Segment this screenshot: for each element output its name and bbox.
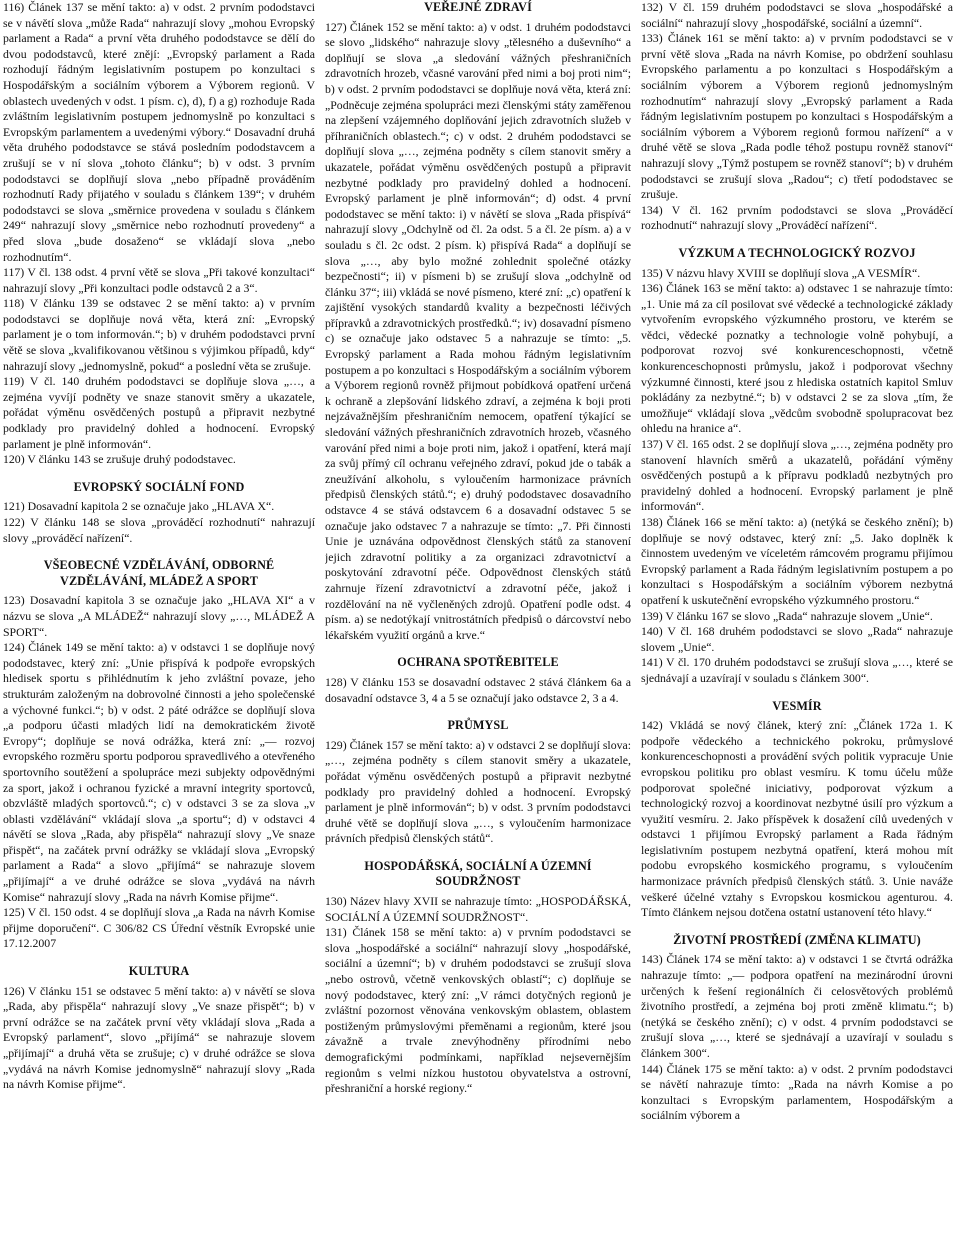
- paragraph: 137) V čl. 165 odst. 2 se doplňují slova „…, zejména podněty pro stanovení hlavních směrů a ukazatelů, pořádání výměny osvědčených postupů a k přípravu podkladů nezbytných pro pravidelný dohled a hodnocení. Evropský parlament je plně informován“.: [641, 437, 953, 514]
- paragraph: 133) Článek 161 se mění takto: a) v prvním pododstavci se v první větě slova „Rada na návrh Komise, po obdržení souhlasu Evropského parlamentu a po konzultaci s Hospodářským a sociálním výborem a Výborem regionů jednomyslným rozhodnutím“ nahrazují slovy „Evropský parlament a Rada řádným legislativním postupem po konzultaci s Hospodářským a sociálním výborem a Výborem regionů formou nařízení“ a v druhé větě se slova „Rada podle téhož postupu rovněž stanoví“ nahrazují slovy „Týmž postupem se rovněž stanoví“; b) v druhém pododstavci se zrušují slova „Radou“; c) třetí pododstavec se zrušuje.: [641, 31, 953, 202]
- paragraph: 135) V názvu hlavy XVIII se doplňují slova „A VESMÍR“.: [641, 265, 921, 280]
- paragraph: 130) Název hlavy XVII se nahrazuje tímto: „HOSPODÁŘSKÁ, SOCIÁLNÍ A ÚZEMNÍ SOUDRŽNOST“.: [325, 894, 631, 924]
- paragraph: 117) V čl. 138 odst. 4 první větě se slova „Při takové konzultaci“ nahrazují slovy „Při konzultaci podle odstavců 2 a 3“.: [3, 265, 315, 295]
- paragraph: 132) V čl. 159 druhém pododstavci se slova „hospodářské a sociální“ nahrazují slovy „hospodářské, sociální a územní“.: [641, 0, 953, 30]
- section-heading: OCHRANA SPOTŘEBITELE: [397, 655, 559, 670]
- paragraph: 126) V článku 151 se odstavec 5 mění takto: a) v návětí se slova „Rada, aby přispěla“ nahrazují slovy „Ve snaze přispět“; b) v první odrážce se na začátek první věty vkládají slova „Rada a Evropský parlament“, slovo „přijímá“ se nahrazuje slovem „přijímají“ a druhá věta se zrušuje; c) v druhé odrážce se slova „vydává na návrh Komise jednomyslně“ nahrazují slovy „Rada na návrh Komise přijme“.: [3, 983, 315, 1092]
- section-heading: HOSPODÁŘSKÁ, SOCIÁLNÍ A ÚZEMNÍ SOUDRŽNOST: [364, 858, 592, 889]
- column-right: [641, 0, 953, 1260]
- section-heading: VÝZKUM A TECHNOLOGICKÝ ROZVOJ: [678, 245, 916, 260]
- section-heading: ŽIVOTNÍ PROSTŘEDÍ (ZMĚNA KLIMATU): [673, 932, 921, 947]
- paragraph: 128) V článku 153 se dosavadní odstavec 2 stává článkem 6a a dosavadní odstavce 3, 4 a 5 se označují jako odstavce 2, 3 a 4.: [325, 674, 631, 705]
- paragraph: 118) V článku 139 se odstavec 2 se mění takto: a) v prvním pododstavci se doplňuje nová věta, která zní: „Evropský parlament je o tom informován.“; b) v druhém pododstavci první větě se slova „kvalifikovanou většinou s výjimkou případů, kdy“ nahrazují slovy „jednomyslně, pokud“ a poslední věta se zrušuje.: [3, 296, 315, 373]
- paragraph: 119) V čl. 140 druhém pododstavci se doplňuje slova „…, a zejména vyvíjí podněty ve snaze stanovit směry a ukazatele, pořádat výměnu osvědčených postupů a připravit nezbytné podklady pro pravidelný dohled a hodnocení. Evropský parlament je plně informován“.: [3, 374, 315, 451]
- paragraph: 141) V čl. 170 druhém pododstavci se zrušují slova „…, které se sjednávají a uzavírají v souladu s článkem 300“.: [641, 655, 953, 685]
- section-heading: VEŘEJNÉ ZDRAVÍ: [424, 0, 532, 14]
- paragraph: 138) Článek 166 se mění takto: a) (netýká se českého znění); b) doplňuje se nový odstavec, který zní: „5. Jako doplněk k činnostem uvedeným ve víceletém rámcovém programu přijímou Evropský parlament a Rada řádným legislativním postupem a po konzultaci s Hospodářským a sociálním výborem nezbytná opatření k uskutečnění evropského výzkumného prostoru.“: [641, 515, 953, 607]
- paragraph: 125) V čl. 150 odst. 4 se doplňují slova „a Rada na návrh Komise přijme doporučení“. C 306/82 CS Úřední věstník Evropské unie 17.12.2007: [3, 905, 315, 951]
- paragraph: 131) Článek 158 se mění takto: a) v prvním pododstavci se slova „hospodářské a sociální“ nahrazují slovy „hospodářské, sociální a územní“; b) v druhém pododstavci se zrušují slova „nebo ostrovů, včetně venkovských oblastí“; c) doplňuje se nový pododstavec, který zní: „V rámci dotyčných regionů je zvláštní pozornost věnována venkovským oblastem, oblastem postiženým průmyslovými přeměnami a regionům, které jsou závažně a trvale znevýhodněny přírodními nebo demografickými podmínkami, například nejsevernějším regionům s velmi nízkou hustotou obyvatelstva a ostrovní, přeshraniční a horské regiony.“: [325, 925, 631, 1096]
- paragraph: 139) V článku 167 se slovo „Rada“ nahrazuje slovem „Unie“.: [641, 608, 933, 623]
- paragraph: 129) Článek 157 se mění takto: a) v odstavci 2 se doplňují slova: „…, zejména podněty s cílem stanovit směry a ukazatele, pořádat výměnu osvědčených postupů a připravit nezbytné podklady pro pravidelný dohled a hodnocení. Evropský parlament je plně informován“; b) v odst. 3 prvním pododstavci druhé větě se doplňují slova „…, s vyloučením harmonizace právních předpisů členských států“.: [325, 737, 631, 846]
- paragraph: 127) Článek 152 se mění takto: a) v odst. 1 druhém pododstavci se slovo „lidského“ nahrazuje slovy „tělesného a duševního“ a doplňují se slova „a sledování vážných přeshraničních zdravotních hrozeb, včasné varování před nimi a boj proti nim“; b) v odst. 2 prvním pododstavci se doplňuje nová věta, která zní: „Podněcuje zejména spolupráci mezi členskými státy zaměřenou na zlepšení vzájemného doplňování jejich zdravotních služeb v příhraničních oblastech.“; c) v odst. 2 druhém pododstavci se doplňují slova „…, zejména podněty s cílem stanovit směry a ukazatele, pořádat výměnu osvědčených postupů a připravit nezbytné podklady pro pravidelný dohled a hodnocení. Evropský parlament je plně informován“; d) odst. 4 první pododstavec se mění takto: i) v návětí se slova „Rada přispívá“ nahrazují slovy „Odchylně od čl. 2a odst. 5 a čl. 2e písm. a) a v souladu s čl. 2c odst. 2 písm. k) přispívá Rada“ a doplňují se slova „…, aby bylo možné zohlednit společné otázky bezpečnosti“; ii) v písmeni b) se zrušují slova „odchylně od článku 37“; iii) vkládá se nové písmeno, které zní: „c) opatření k zajištění vysokých standardů kvality a bezpečnosti léčivých přípravků a zdravotnických prostředků.“; iv) dosavadní písmeno c) se označuje jako odstavec 5 a nahrazuje se tímto: „5. Evropský parlament a Rada mohou řádným legislativním postupem a po konzultaci s Hospodářským a sociálním výborem a Výborem regionů rovněž přijmout pobídková opatření určená k ochraně a zlepšování lidského zdraví, a zejména k boji proti nejzávažnějším přeshraničním nemocem, opatření týkající se sledování vážných přeshraničních zdravotních hrozeb, včasného varování před nimi a boje proti nim, jakož i opatření, která mají za svůj přímý cíl ochranu veřejného zdraví, pokud jde o tabák a zneužívání alkoholu, s vyloučením harmonizace právních předpisů členských států.“; e) druhý pododstavec dosavadního odstavce 4 se stává odstavcem 6 a dosavadní odstavec 5 se označuje jako odstavec 7 a nahrazuje se tímto: „7. Při činnosti Unie je uznávána odpovědnost členských států za stanovení jejich zdravotní politiky a za organizaci zdravotnictví a poskytování zdravotní péče. Odpovědnost členských států zahrnuje řízení zdravotnictví a zdravotní péče, jakož i rozdělování na ně vyčleněných zdrojů. Opatření podle odst. 4 písm. a) se nedotýkají vnitrostátních předpisů o dárcovství nebo lékařském využití orgánů a krve.“: [325, 19, 631, 642]
- paragraph: 122) V článku 148 se slova „prováděcí rozhodnutí“ nahrazují slovy „prováděcí nařízení“.: [3, 515, 315, 545]
- paragraph: 124) Článek 149 se mění takto: a) v odstavci 1 se doplňuje nový pododstavec, který zní: „Unie přispívá k podpoře evropských hledisek sportu s přihlédnutím k jeho zvláštní povaze, jeho strukturám založeným na dobrovolné činnosti a jeho společenské a výchovné funkci.“; b) v odst. 2 páté odrážce se doplňují slova „a podporu účasti mladých lidí na demokratickém životě Evropy“; doplňuje se nová odrážka, která zní: „— rozvoj evropského rozměru sportu podporou spravedlivého a otevřeného sportovního soutěžení a spolupráce mezi subjekty odpovědnými za sport, jakož i ochranou fyzické a mravní integrity sportovců, obzvláště mladých sportovců.“; c) v odstavci 3 se za slova „v oblasti vzdělávání“ vkládají slova „a sportu“; d) v odstavci 4 návětí se slova „Rada, aby přispěla“ nahrazují slovy „Ve snaze přispět“, na začátek první odrážky se vkládají slova „Evropský parlament a Rada“ a slovo „přijímá“ se nahrazuje slovem „přijímají“ a ve druhé odrážce se slova „vydává na návrh Komise“ nahrazují slovy „Rada na návrh Komise přijme“.: [3, 640, 315, 904]
- paragraph: 136) Článek 163 se mění takto: a) odstavec 1 se nahrazuje tímto: „1. Unie má za cíl posilovat své vědecké a technologické základy vytvořením evropského výzkumného prostoru, ve kterém se vědci, vědecké poznatky a technologie volně pohybují, a podporovat rozvoj své konkurenceschopnosti, včetně konkurenceschopnosti průmyslu, jakož i podporovat všechny výzkumné činnosti, které jsou z hlediska ostatních kapitol Smluv pokládány za nezbytné.“; b) v odstavci 2 se za slova „tím, že umožňuje“ vkládají slova „vědcům svobodně spolupracovat bez ohledu na hranice a“.: [641, 281, 953, 436]
- paragraph: 120) V článku 143 se zrušuje druhý pododstavec.: [3, 452, 236, 467]
- paragraph: 134) V čl. 162 prvním pododstavci se slova „Prováděcí rozhodnutí“ nahrazují slovy „Prováděcí nařízení“.: [641, 202, 953, 233]
- paragraph: 142) Vkládá se nový článek, který zní: „Článek 172a 1. K podpoře vědeckého a technického pokroku, průmyslové konkurenceschopnosti a provádění svých politik vypracuje Unie evropskou politiku pro oblast vesmíru. K tomu účelu může podporovat společné iniciativy, podporovat výzkum a technologický rozvoj a koordinovat nezbytné úsilí pro výzkum a využití vesmíru. 2. Jako příspěvek k dosažení cílů uvedených v odstavci 1 přijímou Evropský parlament a Rada řádným legislativním postupem nezbytná opatření, která mohou mít podobu evropského kosmického programu, s vyloučením harmonizace právních předpisů členských států. 3. Unie naváže veškeré účelné vztahy s Evropskou kosmickou agenturou. 4. Tímto článkem nejsou dotčena ostatní ustanovení této hlavy.“: [641, 718, 953, 920]
- column-left: [3, 0, 315, 1260]
- paragraph: 116) Článek 137 se mění takto: a) v odst. 2 prvním pododstavci se v návětí slova „může Rada“ nahrazují slovy „mohou Evropský parlament a Rada“ a první věta druhého pododstavce se dělí do dvou pododstavců, které znějí: „Evropský parlament a Rada rozhodují řádným legislativním postupem po konzultaci s Hospodářským a sociálním výborem a Výborem regionů. V oblastech uvedených v odst. 1 písm. c), d), f) a g) rozhoduje Rada zvláštním legislativním postupem jednomyslně po konzultaci s Evropským parlamentem a uvedenými výbory.“ Dosavadní druhá věta druhého pododstavce se stává posledním pododstavcem a zrušují se v ní slova „tohoto článku“; b) v odst. 3 prvním pododstavci se doplňují slova „nebo případně prováděním rozhodnutí Rady přijatého v souladu s článkem 139“; v druhém pododstavci se slova „směrnice provedena v souladu s článkem 249“ nahrazují slovy „směrnice nebo rozhodnutí provedeny“ a před slova „bude dosaženo“ se vkládají slova „nebo rozhodnutím“.: [3, 0, 315, 264]
- section-heading: VESMÍR: [772, 698, 822, 713]
- paragraph: 123) Dosavadní kapitola 3 se označuje jako „HLAVA XI“ a v názvu se slova „A MLÁDEŽ“ nahrazují slovy „…, MLÁDEŽ A SPORT“.: [3, 593, 315, 639]
- paragraph: 121) Dosavadní kapitola 2 se označuje jako „HLAVA X“.: [3, 499, 275, 514]
- paragraph: 140) V čl. 168 druhém pododstavci se slovo „Rada“ nahrazuje slovem „Unie“.: [641, 624, 953, 654]
- paragraph: 144) Článek 175 se mění takto: a) v odst. 2 prvním pododstavci se návětí nahrazuje tímto: „Rada na návrh Komise a po konzultaci s Evropským parlamentem, Hospodářským a sociálním výborem a: [641, 1061, 953, 1123]
- section-heading: EVROPSKÝ SOCIÁLNÍ FOND: [73, 479, 245, 494]
- paragraph: 143) Článek 174 se mění takto: a) v odstavci 1 se čtvrtá odrážka nahrazuje tímto: „— podpora opatření na mezinárodní úrovni určených k řešení regionálních či celosvětových problémů životního prostředí, a zejména boj proti změně klimatu.“; b) (netýká se českého znění); c) v odst. 4 prvním pododstavci se zrušují slova „…, které se sjednávají a uzavírají v souladu s článkem 300“.: [641, 952, 953, 1060]
- section-heading: PRŮMYSL: [447, 718, 509, 733]
- column-middle: [325, 0, 631, 1260]
- section-heading: VŠEOBECNÉ VZDĚLÁVÁNÍ, ODBORNÉ VZDĚLÁVÁNÍ, MLÁDEŽ A SPORT: [43, 558, 275, 588]
- section-heading: KULTURA: [128, 964, 190, 979]
